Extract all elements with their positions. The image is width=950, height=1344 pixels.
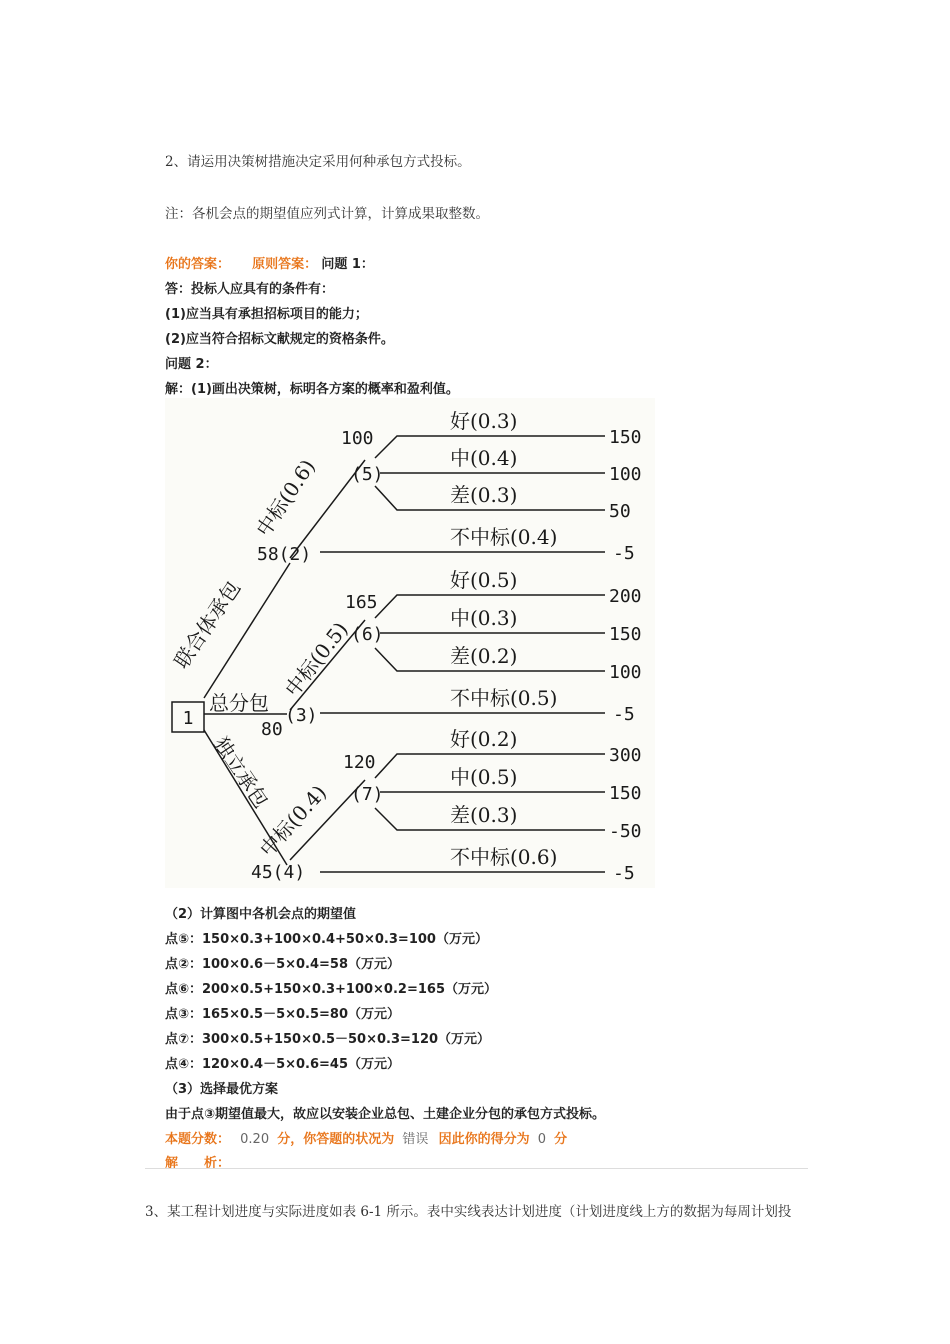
condition-1: (1)应当具有承担招标项目的能力； xyxy=(165,307,368,322)
node-5-label: (5) xyxy=(351,464,384,485)
calc-line-4: 点④：120×0.4－5×0.6=45（万元） xyxy=(165,1057,401,1072)
payoff-150b: 150 xyxy=(609,624,642,645)
score-value: 0.20 xyxy=(240,1132,270,1147)
select-title: （3）选择最优方案 xyxy=(165,1082,279,1097)
branch-b-win-label: 中标(0.5) xyxy=(280,617,353,702)
score-label: 本题分数： xyxy=(165,1132,231,1147)
branch-a-win-label: 中标(0.6) xyxy=(251,454,321,541)
payoff-neg5c: -5 xyxy=(613,863,635,884)
branch-a-label: 联合体承包 xyxy=(169,576,246,673)
root-label: 1 xyxy=(182,708,194,729)
calc-line-7: 点⑦：300×0.5+150×0.5－50×0.3=120（万元） xyxy=(165,1032,491,1047)
payoff-200: 200 xyxy=(609,586,642,607)
question-3-text: 3、某工程计划进度与实际进度如表 6-1 所示。表中实线表达计划进度（计划进度线上方的数据为每周计划投 xyxy=(145,1204,792,1220)
score-mid-text: 分，你答题的状况为 xyxy=(277,1132,395,1147)
calc-line-5: 点⑤：150×0.3+100×0.4+50×0.3=100（万元） xyxy=(165,932,488,947)
solution-intro: 解：(1)画出决策树，标明各方案的概率和盈利值。 xyxy=(165,382,459,397)
outcome-bad-02: 差(0.2) xyxy=(450,644,518,668)
outcome-bad-03: 差(0.3) xyxy=(450,483,518,507)
conclusion-text: 由于点③期望值最大，故应以安装企业总包、土建企业分包的承包方式投标。 xyxy=(165,1107,606,1122)
node-3-label: (3) xyxy=(285,705,318,726)
separator-line xyxy=(145,1168,808,1169)
node-4-label: 45(4) xyxy=(251,862,306,883)
outcome-good-03: 好(0.3) xyxy=(450,409,518,433)
node-3-value: 80 xyxy=(261,719,283,740)
calc-line-6: 点⑥：200×0.5+150×0.3+100×0.2=165（万元） xyxy=(165,982,497,997)
node-7-value: 120 xyxy=(343,752,376,773)
standard-answer-label: 原则答案： xyxy=(252,257,318,272)
payoff-neg5b: -5 xyxy=(613,704,635,725)
outcome-mid-05: 中(0.5) xyxy=(450,765,518,789)
note-text: 注：各机会点的期望值应列式计算，计算成果取整数。 xyxy=(165,206,489,222)
condition-2: (2)应当符合招标文献规定的资格条件。 xyxy=(165,332,394,347)
node-6-label: (6) xyxy=(351,624,384,645)
outcome-mid-03: 中(0.3) xyxy=(450,606,518,630)
payoff-100a: 100 xyxy=(609,464,642,485)
question-2-text: 2、请运用决策树措施决定采用何种承包方式投标。 xyxy=(165,154,471,170)
payoff-300: 300 xyxy=(609,745,642,766)
decision-tree-svg xyxy=(165,398,655,888)
calc-line-2: 点②：100×0.6－5×0.4=58（万元） xyxy=(165,957,401,972)
outcome-good-05: 好(0.5) xyxy=(450,568,518,592)
outcome-mid-04: 中(0.4) xyxy=(450,446,518,470)
score-got: 0 xyxy=(537,1132,546,1147)
analysis-label: 解 析： xyxy=(165,1156,231,1171)
outcome-lose-05: 不中标(0.5) xyxy=(450,686,558,710)
your-answer-label: 你的答案： xyxy=(165,257,231,272)
score-unit: 分 xyxy=(554,1132,568,1147)
payoff-150c: 150 xyxy=(609,783,642,804)
outcome-lose-06: 不中标(0.6) xyxy=(450,845,558,869)
score-line xyxy=(165,1128,567,1147)
node-6-value: 165 xyxy=(345,592,378,613)
node-7-label: (7) xyxy=(351,784,384,805)
payoff-100b: 100 xyxy=(609,662,642,683)
payoff-neg5a: -5 xyxy=(613,543,635,564)
node-2-label: 58(2) xyxy=(257,544,312,565)
outcome-bad-03b: 差(0.3) xyxy=(450,803,518,827)
calc-title: （2）计算图中各机会点的期望值 xyxy=(165,907,357,922)
problem-2-label: 问题 2： xyxy=(165,357,218,372)
payoff-neg50: -50 xyxy=(609,821,642,842)
answer-status: 错误 xyxy=(402,1132,429,1147)
score-tail-text: 因此你的得分为 xyxy=(438,1132,530,1147)
payoff-150a: 150 xyxy=(609,427,642,448)
node-5-value: 100 xyxy=(341,428,374,449)
answer-intro: 答：投标人应具有的条件有： xyxy=(165,282,335,297)
branch-b-label: 总分包 xyxy=(209,691,269,715)
answer-header xyxy=(165,253,374,272)
branch-c-label: 独立承包 xyxy=(208,732,274,813)
decision-tree-figure xyxy=(165,398,655,888)
problem-1-label: 问题 1： xyxy=(321,257,374,272)
payoff-50: 50 xyxy=(609,501,631,522)
calc-line-3: 点③：165×0.5－5×0.5=80（万元） xyxy=(165,1007,401,1022)
branch-c-win-label: 中标(0.4) xyxy=(254,780,332,862)
outcome-good-02: 好(0.2) xyxy=(450,727,518,751)
outcome-lose-04: 不中标(0.4) xyxy=(450,525,558,549)
